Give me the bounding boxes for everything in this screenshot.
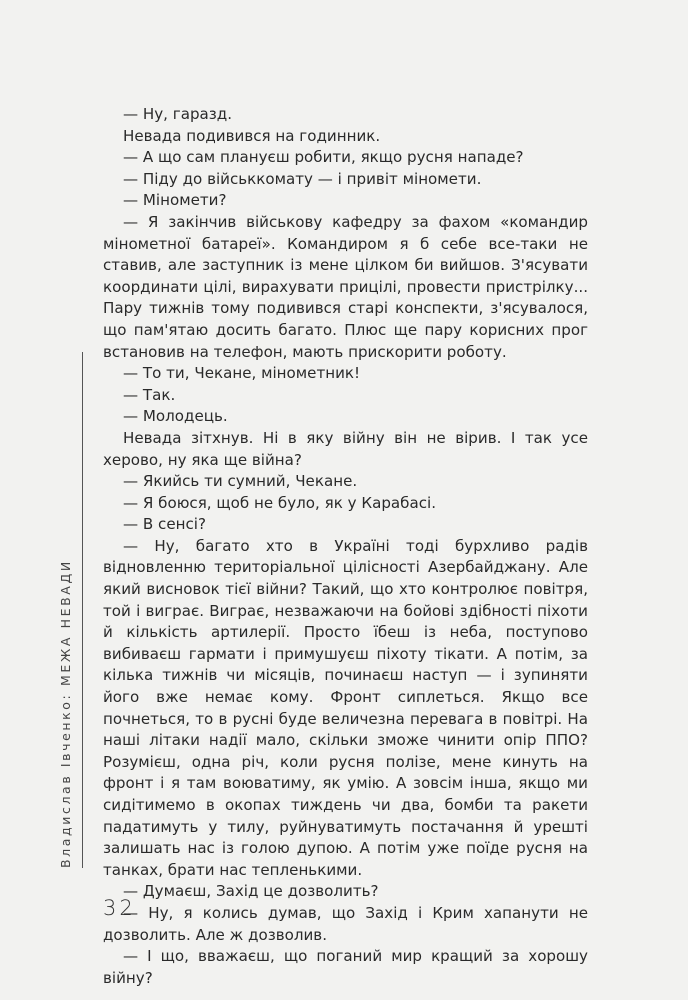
paragraph: — Міномети? <box>123 191 227 210</box>
paragraph: — Молодець. <box>123 407 228 426</box>
paragraph: — Думаєш, Захід це дозволить? <box>123 882 379 901</box>
paragraph: — То ти, Чекане, мінометник! <box>123 364 361 383</box>
paragraph: — Ну, я колись думав, що Захід і Крим хапанути не дозволить. Але ж дозволив. <box>103 903 588 944</box>
running-head-title: МЕЖА НЕВАДИ <box>58 559 73 687</box>
paragraph: Невада зітхнув. Ні в яку війну він не вірив. І так усе херово, ну яка ще війна? <box>103 428 588 469</box>
page-number: 32 <box>103 896 136 920</box>
paragraph: — А що сам плануєш робити, якщо русня нападе? <box>123 148 524 167</box>
paragraph: — Якийсь ти сумний, Чекане. <box>123 472 358 491</box>
paragraph: — Піду до військкомату — і привіт міномети. <box>123 169 482 188</box>
running-head <box>58 352 76 868</box>
paragraph: Невада подивився на годинник. <box>123 126 381 145</box>
paragraph: — І що, вважаєш, що поганий мир кращий за хорошу війну? <box>103 947 588 987</box>
paragraph: — В сенсі? <box>123 515 207 534</box>
paragraph: — Я боюся, щоб не було, як у Карабасі. <box>123 493 436 512</box>
paragraph: — Ну, багато хто в Україні тоді бурхливо радів відновленню територіальної цілісності Азербайджану. Але який висновок тієї війни? Такий, що хто контролює повітря, той і виграє. Виграє, незважаючи на бойові здібності піхоти й кількість артилерії. Просто їбеш із неба, поступово вибиваєш гармати і примушуєш піхоту тікати. А потім, за кілька тижнів чи місяців, починаєш наступ — і зупиняти його вже немає кому. Фронт сиплеться. Якщо все почнеться, то в русні буде величезна перевага в повітрі. На наші літаки надії мало, скільки зможе чинити опір ППО? Розумієш, одна річ, коли русня полізе, мене кинуть на фронт і я там воюватиму, як умію. А зовсім інша, якщо ми сидітимемо в окопах тиждень чи два, бомби та ракети падатимуть у тилу, руйнуватимуть постачання й урешті залишать нас із голою дупою. А потім уже поїде русня на танках, брати нас тепленькими. <box>103 536 588 879</box>
paragraph: — Так. <box>123 385 176 404</box>
paragraph: — Ну, гаразд. <box>123 105 233 123</box>
body-text <box>103 104 588 989</box>
margin-rule <box>82 352 83 868</box>
paragraph: — Я закінчив військову кафедру за фахом «командир мінометної батареї». Командиром я б себе все-таки не ставив, але заступник із мене цілком би вийшов. З'ясувати координати цілі, вирахувати прицілі, провести пристрілку... Пару тижнів тому подивився старі конспекти, з'ясувалося, що пам'ятаю досить багато. Плюс ще пару корисних прог встановив на телефон, мають прискорити роботу. <box>103 212 588 361</box>
running-head-author: Владислав Івченко: <box>58 692 73 868</box>
